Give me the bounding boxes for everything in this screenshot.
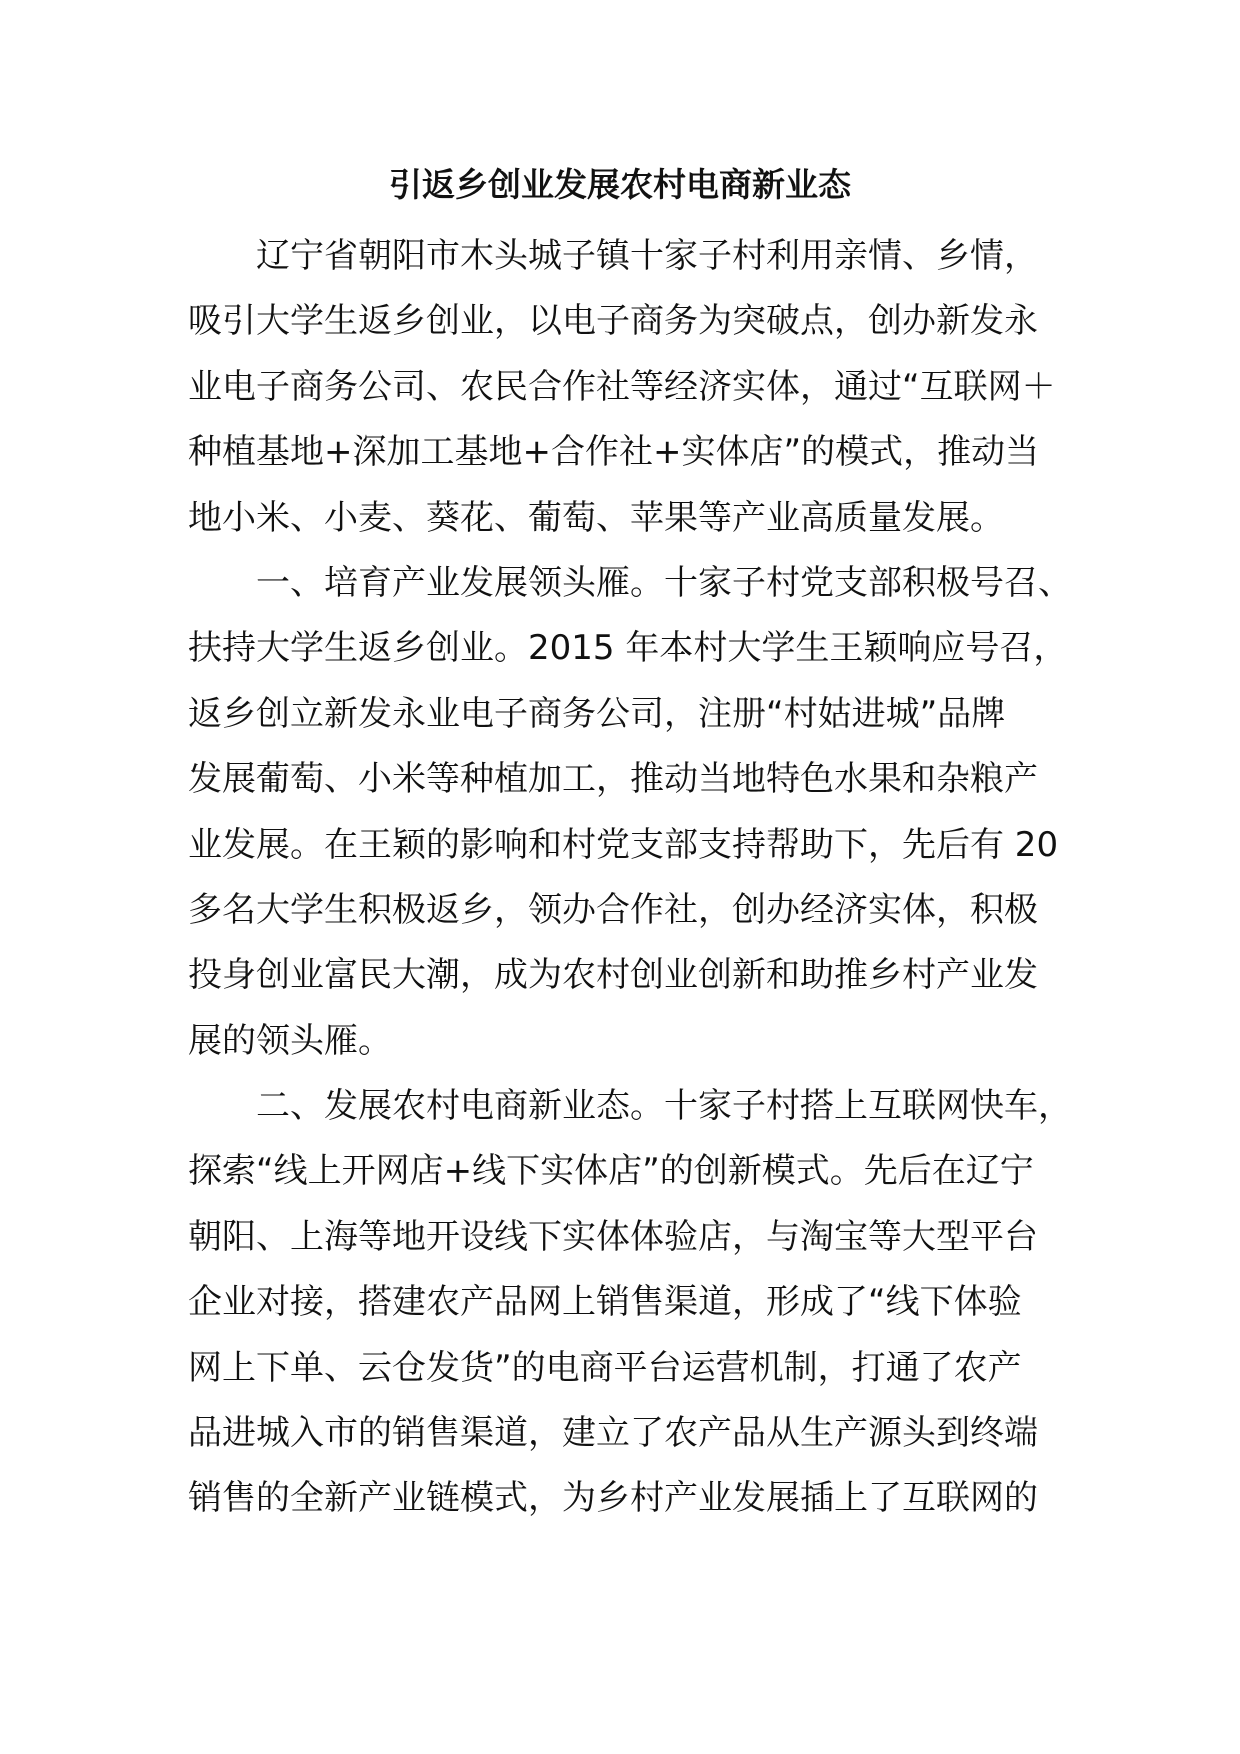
paragraph-line: 返乡创立新发永业电子商务公司，注册“村姑进城”品牌	[188, 693, 1006, 734]
paragraph-line: 吸引大学生返乡创业，以电子商务为突破点，创办新发永	[188, 301, 1038, 342]
paragraph-line: 种植基地+深加工基地+合作社+实体店”的模式，推动当	[188, 432, 1040, 473]
paragraph-section-one	[188, 551, 1188, 1074]
paragraph-line: 业电子商务公司、农民合作社等经济实体，通过“互联网＋	[188, 366, 1056, 407]
paragraph-line: 企业对接，搭建农产品网上销售渠道，形成了“线下体验	[188, 1282, 1022, 1323]
paragraph-line: 二、发展农村电商新业态。十家子村搭上互联网快车，	[256, 1086, 1072, 1127]
paragraph-line: 辽宁省朝阳市木头城子镇十家子村利用亲情、乡情，	[256, 236, 1038, 276]
paragraph-line: 地小米、小麦、葵花、葡萄、苹果等产业高质量发展。	[188, 497, 1004, 538]
paragraph-line: 业发展。在王颖的影响和村党支部支持帮助下，先后有 20	[188, 824, 1059, 865]
paragraph-line: 销售的全新产业链模式，为乡村产业发展插上了互联网的	[188, 1478, 1038, 1519]
paragraph-line: 探索“线上开网店+线下实体店”的创新模式。先后在辽宁	[188, 1151, 1034, 1192]
paragraph-intro	[188, 224, 1188, 551]
paragraph-line: 网上下单、云仓发货”的电商平台运营机制，打通了农产	[188, 1347, 1022, 1388]
paragraph-line: 朝阳、上海等地开设线下实体体验店，与淘宝等大型平台	[188, 1216, 1038, 1257]
paragraph-section-two	[188, 1074, 1188, 1532]
paragraph-line: 投身创业富民大潮，成为农村创业创新和助推乡村产业发	[188, 955, 1038, 996]
paragraph-line: 品进城入市的销售渠道，建立了农产品从生产源头到终端	[188, 1413, 1038, 1454]
paragraph-line: 发展葡萄、小米等种植加工，推动当地特色水果和杂粮产	[188, 759, 1038, 800]
paragraph-line: 多名大学生积极返乡，领办合作社，创办经济实体，积极	[188, 889, 1038, 930]
paragraph-line: 展的领头雁。	[188, 1020, 392, 1061]
paragraph-line: 扶持大学生返乡创业。2015 年本村大学生王颖响应号召，	[188, 628, 1068, 669]
document-title: 引返乡创业发展农村电商新业态	[389, 165, 851, 204]
document-body	[188, 224, 1188, 1532]
paragraph-line: 一、培育产业发展领头雁。十家子村党支部积极号召、	[256, 562, 1072, 603]
